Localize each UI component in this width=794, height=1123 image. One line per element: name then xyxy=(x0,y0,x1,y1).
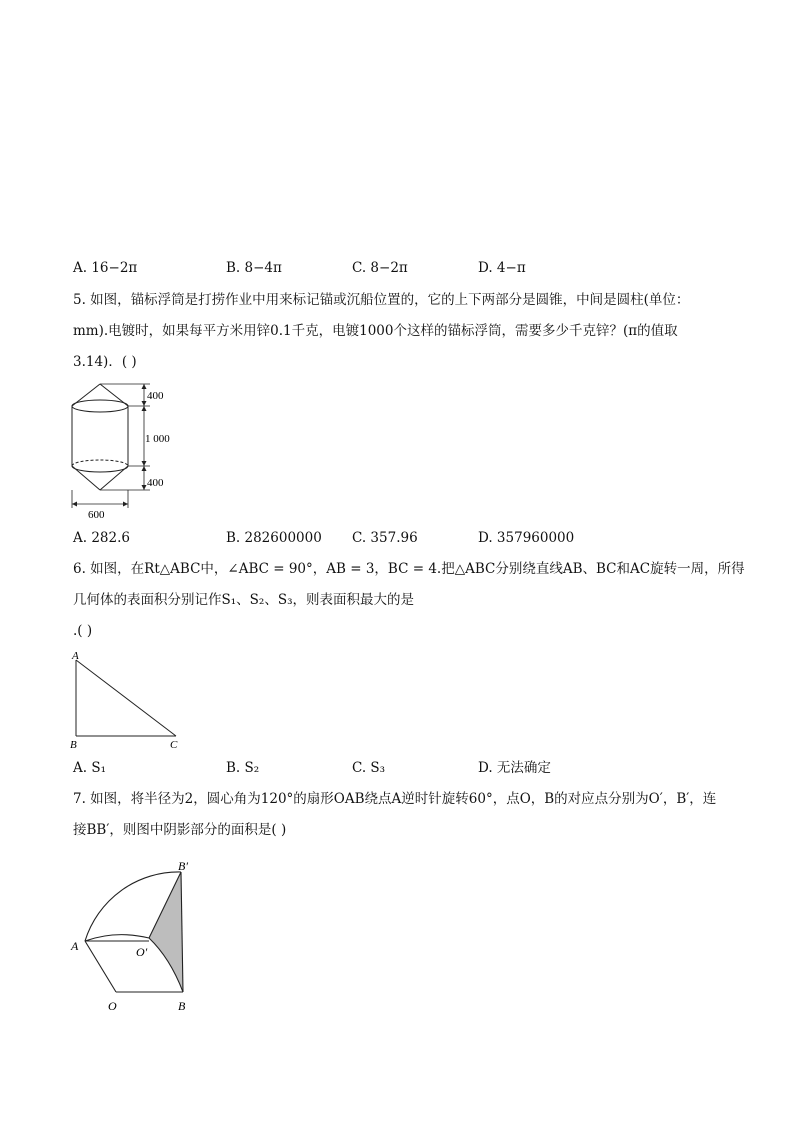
q4-option-b: B. 8−4π xyxy=(226,260,282,276)
q5-text-line-2: mm).电镀时，如果每平方米用锌0.1千克，电镀1000个这样的锚标浮筒，需要多少千克锌？(π的值取 xyxy=(73,323,678,339)
q5-text-line-1: 5. 如图，锚标浮筒是打捞作业中用来标记锚或沉船位置的，它的上下两部分是圆锥，中间是圆柱(单位： xyxy=(73,292,690,308)
q5-option-c: C. 357.96 xyxy=(352,530,418,546)
dim-middle-label: 1 000 xyxy=(145,433,170,445)
point-b-prime-label: B′ xyxy=(178,859,188,873)
vertex-c-label: C xyxy=(170,739,178,751)
q5-text-line-3: 3.14)．( ) xyxy=(73,354,137,370)
point-b-label: B xyxy=(178,999,186,1013)
q5-option-b: B. 282600000 xyxy=(226,530,322,546)
q6-option-c: C. S₃ xyxy=(352,760,386,776)
q6-text-line-3: .( ) xyxy=(73,623,93,639)
q6-option-a: A. S₁ xyxy=(73,760,106,776)
q6-option-d: D. 无法确定 xyxy=(478,760,551,776)
buoy-figure xyxy=(64,378,194,520)
point-o-prime-label: O′ xyxy=(136,945,148,959)
dim-top-label: 400 xyxy=(147,390,164,402)
q6-option-b: B. S₂ xyxy=(226,760,260,776)
q7-text-line-2: 接BB′，则图中阴影部分的面积是( ) xyxy=(73,822,287,838)
vertex-a-label: A xyxy=(72,650,79,662)
q5-option-a: A. 282.6 xyxy=(73,530,130,546)
sector-rotation-figure xyxy=(66,858,216,1018)
q6-text-line-2: 几何体的表面积分别记作S₁、S₂、S₃，则表面积最大的是 xyxy=(73,592,414,608)
q4-option-a: A. 16−2π xyxy=(73,260,138,276)
dim-width-label: 600 xyxy=(88,509,105,520)
vertex-b-label: B xyxy=(70,739,77,751)
point-o-label: O xyxy=(108,999,117,1013)
q4-option-c: C. 8−2π xyxy=(352,260,408,276)
q4-option-d: D. 4−π xyxy=(478,260,526,276)
point-a-label: A xyxy=(71,939,79,953)
q5-option-d: D. 357960000 xyxy=(478,530,575,546)
q7-text-line-1: 7. 如图，将半径为2，圆心角为120°的扇形OAB绕点A逆时针旋转60°，点O，B的对应点分别为O′，B′，连 xyxy=(73,791,717,807)
triangle-figure xyxy=(66,646,186,752)
dim-bottom-label: 400 xyxy=(147,477,164,489)
q6-text-line-1: 6. 如图，在Rt△ABC中，∠ABC = 90°，AB = 3，BC = 4.把△ABC分别绕直线AB、BC和AC旋转一周，所得 xyxy=(73,561,745,577)
